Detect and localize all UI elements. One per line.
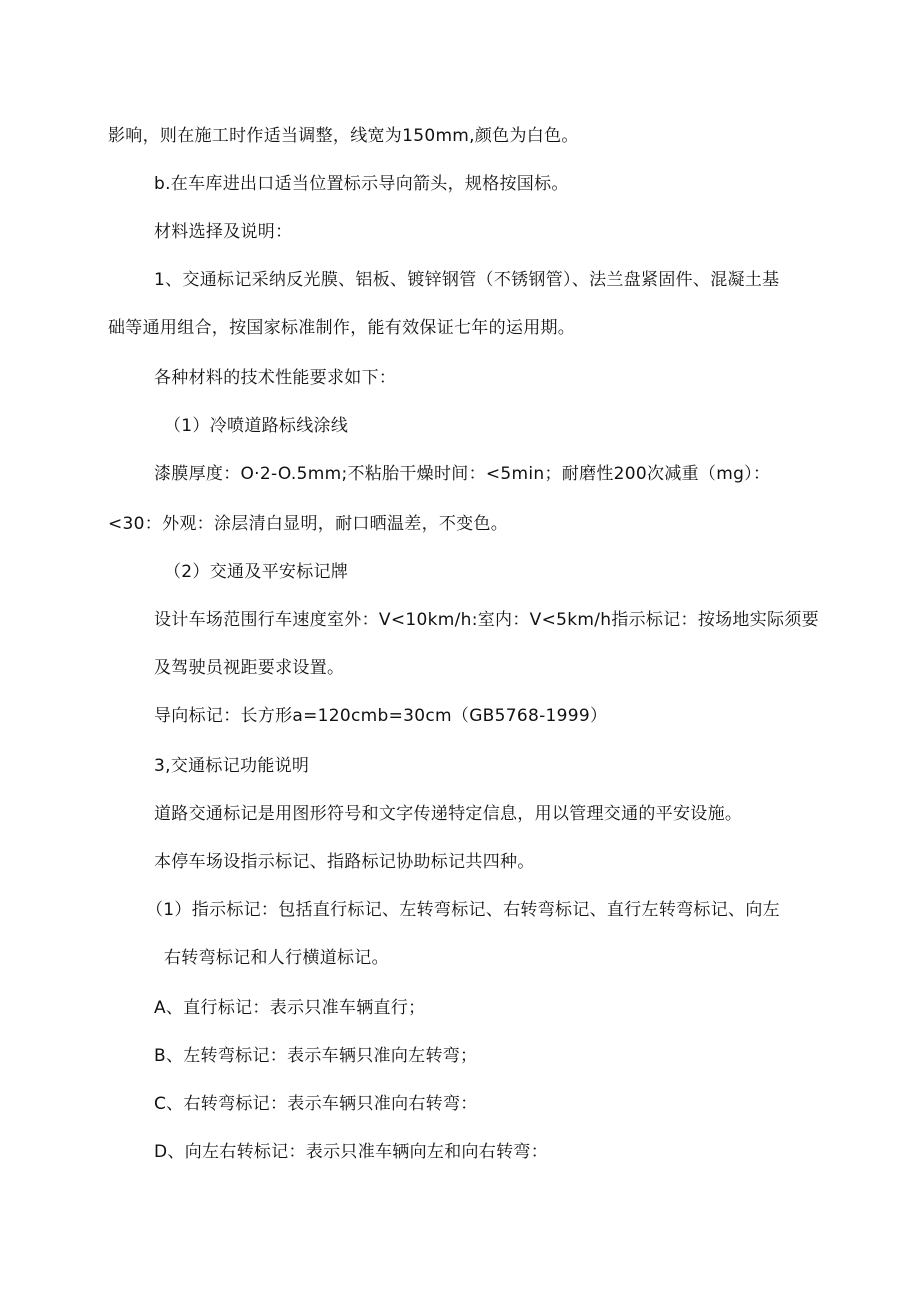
paragraph-line: 材料选择及说明： bbox=[154, 222, 293, 242]
list-item: D、向左右转标记：表示只准车辆向左和向右转弯： bbox=[154, 1142, 548, 1162]
section-heading: 3,交通标记功能说明 bbox=[154, 756, 310, 776]
paragraph-line: （1）指示标记：包括直行标记、左转弯标记、右转弯标记、直行左转弯标记、向左 bbox=[146, 900, 780, 920]
paragraph-line: 设计车场范围行车速度室外：V<10km∕h:室内：V<5km∕h指示标记：按场地实际须要 bbox=[154, 610, 819, 630]
paragraph-line: 右转弯标记和人行横道标记。 bbox=[164, 948, 389, 968]
paragraph-line: 础等通用组合，按国家标准制作，能有效保证七年的运用期。 bbox=[108, 318, 576, 338]
list-item: C、右转弯标记：表示车辆只准向右转弯： bbox=[154, 1094, 478, 1114]
section-heading: （2）交通及平安标记牌 bbox=[164, 562, 349, 582]
section-heading: （1）冷喷道路标线涂线 bbox=[164, 416, 349, 436]
paragraph-line: 1、交通标记采纳反光膜、铝板、镀锌钢管（不锈钢管）、法兰盘紧固件、混凝土基 bbox=[154, 270, 780, 290]
paragraph-line: 漆膜厚度：O·2-O.5mm;不粘胎干燥时间：<5min；耐磨性200次减重（mg）： bbox=[154, 464, 771, 484]
list-item: A、直行标记：表示只准车辆直行； bbox=[154, 998, 426, 1018]
paragraph-line: 导向标记：长方形a=120cmb=30cm（GB5768-1999） bbox=[154, 706, 608, 726]
paragraph-line: b.在车库进出口适当位置标示导向箭头，规格按国标。 bbox=[154, 174, 569, 194]
paragraph-line: 本停车场设指示标记、指路标记协助标记共四种。 bbox=[154, 852, 535, 872]
list-item: B、左转弯标记：表示车辆只准向左转弯； bbox=[154, 1046, 478, 1066]
paragraph-line: 及驾驶员视距要求设置。 bbox=[154, 658, 345, 678]
paragraph-line: 各种材料的技术性能要求如下： bbox=[154, 368, 397, 388]
paragraph-line: 道路交通标记是用图形符号和文字传递特定信息，用以管理交通的平安设施。 bbox=[154, 804, 743, 824]
paragraph-line: <30：外观：涂层清白显明，耐口晒温差，不变色。 bbox=[108, 514, 509, 534]
paragraph-line: 影响，则在施工时作适当调整，线宽为150mm,颜色为白色。 bbox=[108, 126, 579, 146]
